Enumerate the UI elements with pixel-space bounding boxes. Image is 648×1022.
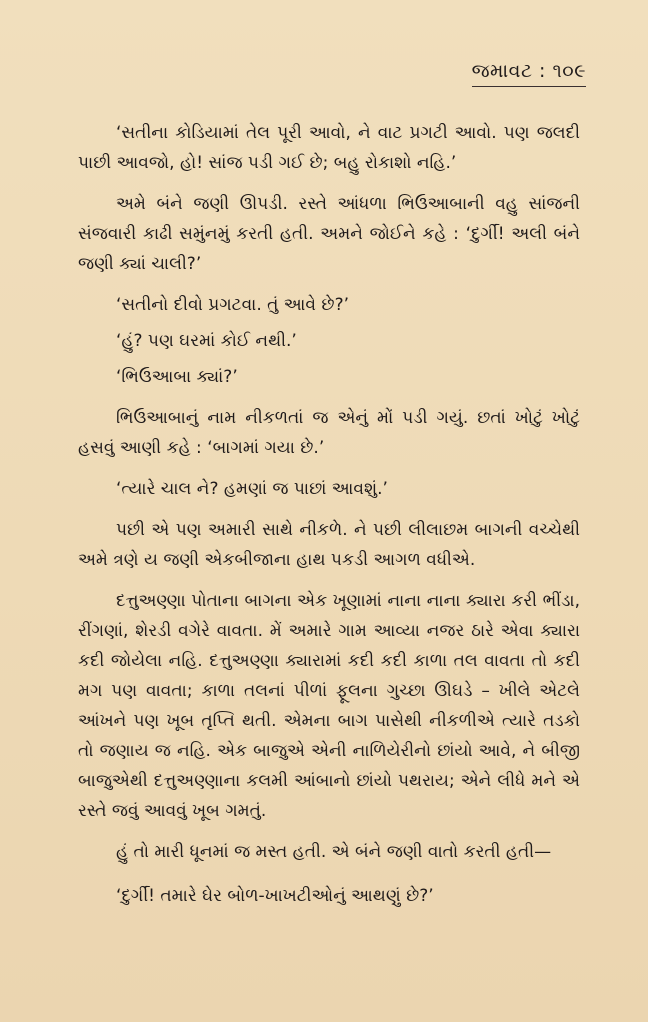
running-head-text: જમાવટ : ૧૦૯ bbox=[471, 60, 586, 82]
running-head bbox=[472, 60, 586, 87]
paragraph: ‘હું? પણ ઘરમાં કોઈ નથી.’ bbox=[116, 331, 297, 351]
running-head-rule bbox=[472, 86, 586, 87]
paragraph: ‘સતીના કોડિયામાં તેલ પૂરી આવો, ને વાટ પ્રગટી આવો. પણ જલદી પાછી આવજો, હો! સાંજ પડી ગઈ છે; બહુ રોકાશો નહિ.’ bbox=[78, 123, 580, 173]
paragraph: ‘ભિઉઆબા ક્યાં?’ bbox=[116, 367, 238, 387]
paragraph: ‘સતીનો દીવો પ્રગટવા. તું આવે છે?’ bbox=[116, 295, 349, 315]
paragraph: દત્તુઅણ્ણા પોતાના બાગના એક ખૂણામાં નાના નાના ક્યારા કરી ભીંડા, રીંગણાં, શેરડી વગેરે વાવતા. મેં અમારે ગામ આવ્યા નજર ઠારે એવા ક્યારા કદી જોયેલા નહિ. દત્તુઅણ્ણા ક્યારામાં કદી કદી કાળા તલ વાવતા તો કદી મગ પણ વાવતા; કાળા તલનાં પીળાં ફૂલના ગુચ્છા ઊઘડે – ખીલે એટલે આંખને પણ ખૂબ તૃપ્તિ થતી. એમના બાગ પાસેથી નીકળીએ ત્યારે તડકો તો જણાય જ નહિ. એક બાજુએ એની નાળિયેરીનો છાંયો આવે, ને બીજી બાજુએથી દત્તુઅણ્ણાના કલમી આંબાનો છાંયો પથરાય; એને લીધે મને એ રસ્તે જવું આવવું ખૂબ ગમતું. bbox=[78, 591, 580, 821]
paragraph: અમે બંને જણી ઊપડી. રસ્તે આંધળા ભિઉઆબાની વહુ સાંજની સંજવારી કાઢી સમુંનમું કરતી હતી. અમને જોઈને કહે : ‘દુર્ગી! અલી બંને જણી ક્યાં ચાલી?’ bbox=[78, 194, 580, 274]
paragraph: હું તો મારી ધૂનમાં જ મસ્ત હતી. એ બંને જણી વાતો કરતી હતી— bbox=[116, 842, 552, 862]
body-text bbox=[78, 118, 580, 922]
paragraph: ‘દુર્ગી! તમારે ઘેર બોળ-ખાખટીઓનું આથણું છે?’ bbox=[116, 886, 434, 906]
paragraph: પછી એ પણ અમારી સાથે નીકળે. ને પછી લીલાછમ બાગની વચ્ચેથી અમે ત્રણે ય જણી એકબીજાના હાથ પકડી આગળ વધીએ. bbox=[78, 520, 580, 570]
paragraph: ‘ત્યારે ચાલ ને? હમણાં જ પાછાં આવશું.’ bbox=[116, 479, 388, 499]
paragraph: ભિઉઆબાનું નામ નીકળતાં જ એનું મોં પડી ગયું. છતાં ખોટું ખોટું હસવું આણી કહે : ‘બાગમાં ગયા છે.’ bbox=[78, 408, 580, 458]
